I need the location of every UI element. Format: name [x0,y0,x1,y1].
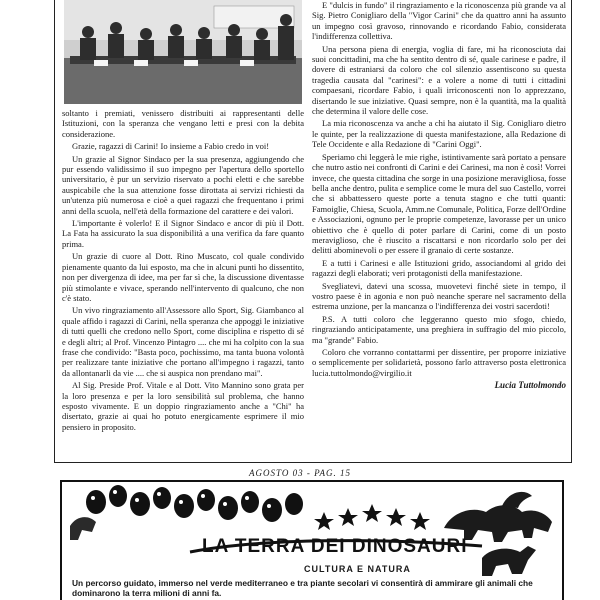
left-paragraph-2: Grazie, ragazzi di Carini! Io insieme a Fabio credo in voi! [72,141,270,152]
dinosaur-icon [444,492,552,576]
advert-text: Un percorso guidato, immerso nel verde mediterraneo e tra piante secolari vi consentirà di ammirare gli animali che dominarono la terra milioni di anni fa. [72,578,533,598]
right-column [312,0,566,391]
right-paragraph-5: E a tutti i Carinesi e alle Istituzioni grido, associandomi al grido dei ragazzi degli elaborati; veri protagonisti della manifestazione. [312,257,566,279]
page-footer: AGOSTO 03 - PAG. 15 [249,468,351,478]
right-paragraph-4: Speriamo chi leggerà le mie righe, istintivamente sarà portato a pensare che nutro astio nei confronti di Carini e dei Carinesi, ma non è così! Vorrei invece, che questa cittadina che sorge in una posizione meravigliosa, fosse bella anche dentro, pulita e semplice come le mura del suo Castello, vorrei che si abbattessero queste porte a tenuta stagno e che tutti quanti: Famoiglie, Chiesa, Scuola, Amm.ne Comunale, Politica, Forze dell'Ordine e Associazioni, ognuno per le proprie competenze, lavorasse per un unico obiettivo che è quello di poter parlare di Carini, come di un posto meraviglioso, che è riuscito a riscattarsi e non ricordarlo solo per dei delitti abominevoli o per essere il granaio di certe sostanze. [312,151,566,256]
left-paragraph-4: L'importante è volerlo! E il Signor Sindaco e ancor di più il Dott. La Fata ha assicurato la sua disponibilità a una verifica da fare quanto prima. [62,218,304,249]
dinosaur-park-advert [60,480,564,600]
event-photo [64,0,302,104]
left-column [62,108,304,434]
event-photo-image [64,0,302,104]
right-paragraph-6: Svegliatevi, datevi una scossa, muovetevi finché siete in tempo, il vostro paese è in agonia e non può neanche sperare nel sacramento della estrema unzione, per la mancanza o l'indifferenza dei vostri sacerdoti! [312,280,566,312]
left-paragraph-6: Un vivo ringraziamento all'Assessore allo Sport, Sig. Giambanco al quale affido i ragazzi di Carini, nella speranza che appoggi le iniziative di tutti quelli che credono nello Sport, come disciplina e rispetto di sé e degli altri; al Prof. Vincenzo Pintagro .... che mi ha colpito con la sua frase che condivido: "Basta poco, pochissimo, ma tanta buona volontà per realizzare tante iniziative che portano all'impegno i ragazzi, tanto da allontanarli da vie .... che si auspica non prendano mai". [62,305,304,378]
left-paragraph-3: Un grazie al Signor Sindaco per la sua presenza, aggiungendo che pur essendo validissimo il suo impegno per l'apertura dello sportello universitario, è pur un servizio riservato a pochi eletti e che sarebbe auspicabile che la sua attenzione fosse dirottata ai servizi richiesti da un'utenza più numerosa e cioè a quei ragazzi che frequentano i primi anni della scuola, nell'età della formazione del carattere e dei valori. [62,153,304,216]
right-paragraph-2: Una persona piena di energia, voglia di fare, mi ha riconosciuta dai suoi concittadini, ma che ha sentito dentro di sé, quale carinese e padre, il dovere di estraniarsi da coloro che col silenzio assentiscono su questa tragedia causata dal "carinesi": e a volere a nome di tutti i cittadini compaesani, ricordare Fabio, i quali irriconoscenti non lo apprezzano, disertando le sue iniziative. Quasi sempre, non è la quantità, ma la qualità che determina il valore delle cose. [312,43,566,117]
balloon-cluster-icon [86,485,303,522]
left-paragraph-1: soltanto i premiati, venissero distribuiti ai rappresentanti delle Istituzioni, con la speranza che vengano letti e presi con la debita considerazione. [62,108,304,139]
star-row-icon [314,504,430,530]
author-signature: Lucia Tuttolmondo [494,380,566,391]
right-paragraph-7: P.S. A tutti coloro che leggeranno questo mio sfogo, chiedo, ringraziando anticipatamente, una preghiera in suffragio del mio piccolo, ma "grande" Fabio. [312,313,566,345]
right-paragraph-1: E "dulcis in fundo" il ringraziamento e la riconoscenza più grande va al Sig. Pietro Conigliaro della "Vigor Carini" che da quattro anni ha assunto un impegno così gravoso, rinnovando e ricordando Fabio, considerata l'indifferenza collettiva. [312,0,566,42]
advert-title: LA TERRA DEI DINOSAURI [202,536,468,557]
left-paragraph-5: Un grazie di cuore al Dott. Rino Muscato, col quale condivido pienamente quanto da lui esposto, ma che in alcuni punti ho dissentito, non per divergenza di idee, ma per far sì che, la discussione diventasse più stimolante e vivace, sperando nell'intervento di qualcuno, che non c'è stato. [62,251,304,303]
advert-subtitle: CULTURA E NATURA [304,564,411,574]
right-paragraph-3: La mia riconoscenza va anche a chi ha aiutato il Sig. Conigliaro dietro le quinte, per la realizzazione di questa manifestazione, alla Redazione di Tele Occidente e alla Redazione di "Carini Oggi". [312,118,566,150]
right-paragraph-8: Coloro che vorranno contattarmi per dissentire, per proporre iniziative o semplicemente per solidarietà, possono farlo attraverso posta elettronica lucia.tuttolmondo@virgilio.it [312,347,566,378]
left-paragraph-7: Al Sig. Preside Prof. Vitale e al Dott. Vito Mannino sono grata per la loro presenza e per la loro sensibilità sul problema, che hanno esposto vivamente. E un doppio ringraziamento anche a "Chi" ha disertato, grazie ai quai ho potuto energicamente esprimere il mio pensiero in proposito. [62,380,304,432]
